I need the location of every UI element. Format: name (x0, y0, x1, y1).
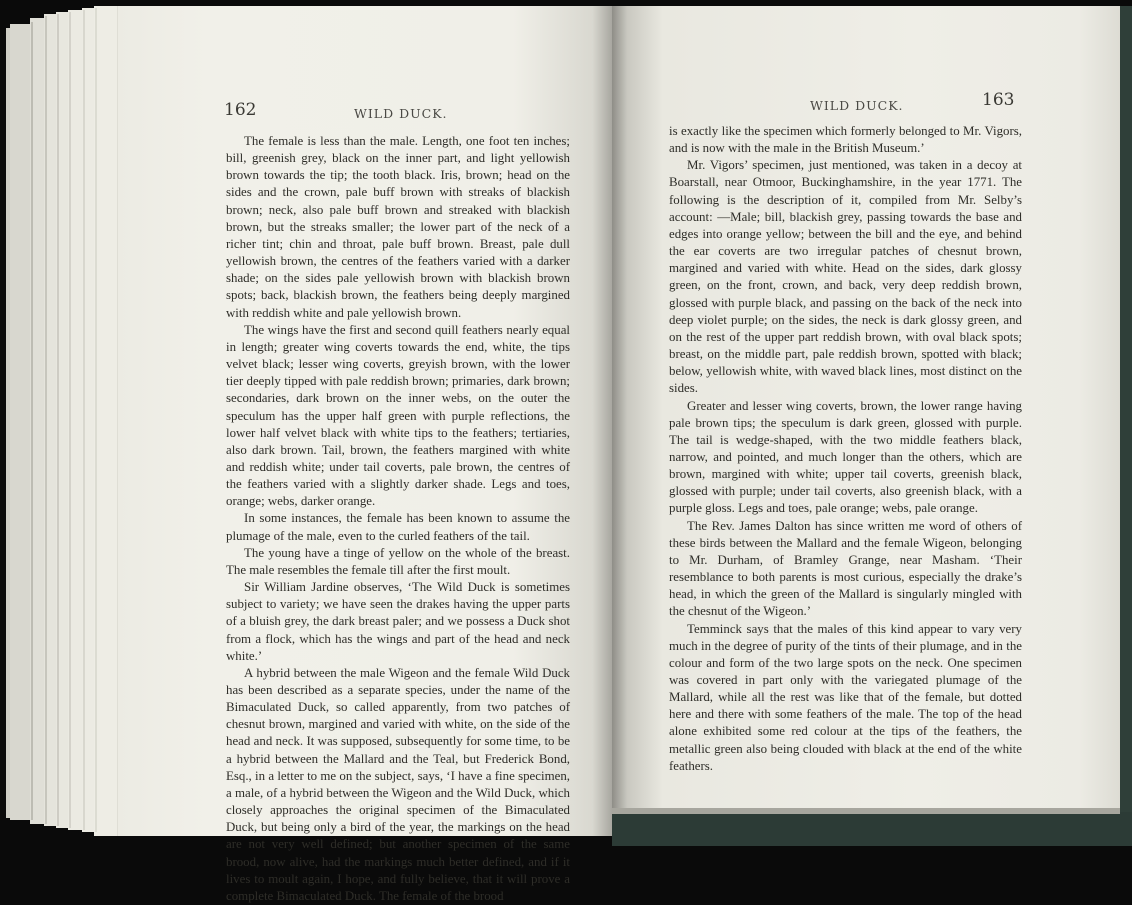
paragraph: A hybrid between the male Wigeon and the female Wild Duck has been described as a separate species, under the name of the Bimaculated Duck, so called apparently, from two patches of chesnut brown, margined and varied with white, on the side of the head and neck. It was supposed, subsequently for some time, to be a hybrid between the Mallard and the Teal, but Frederick Bond, Esq., in a letter to me on the subject, says, ‘I have a fine specimen, a male, of a hybrid between the Wigeon and the Wild Duck, which closely approaches the original specimen of the Bimaculated Duck, but being only a bird of the year, the markings on the head are not very well defined; but another specimen of the same brood, now alive, had the markings much better defined, and if it lives to moult again, I hope, and fully believe, that it will prove a complete Bimaculated Duck. The female of the brood (226, 665, 570, 903)
paragraph: Temminck says that the males of this kind appear to vary very much in the degree of purity of the tints of their plumage, and in the colour and form of the two large spots on the neck. One specimen was covered in part only with the variegated plumage of the Mallard, while all the rest was like that of the female, but dotted here and there with some feathers of the male. The top of the head alone exhibited some red colour at the tips of the feathers, the metallic green also being clouded with black at the end of the white feathers. (669, 621, 1022, 773)
left-page (118, 6, 612, 903)
paragraph: Mr. Vigors’ specimen, just mentioned, was taken in a decoy at Boarstall, near Otmoor, Buckinghamshire, in the year 1771. The following is the description of it, compiled from Mr. Selby’s account: —Male; bill, blackish grey, passing towards the base and edges into orange yellow; between the bill and the eye, and behind the ear coverts are two irregular patches of chesnut brown, margined and varied with white. Head on the sides, dark glossy green, on the front, crown, and back, very deep reddish brown, glossed with purple black, and passing on the back of the neck into deep violet purple; on the sides, the neck is dark glossy green, and on the rest of the upper part reddish brown, with oval black spots; breast, on the middle part, pale reddish brown, spotted with black; below, yellowish white, with waved black lines, most distinct on the sides. (669, 158, 1022, 396)
page-body (226, 133, 570, 905)
paragraph: In some instances, the female has been known to assume the plumage of the male, even to the curled feathers of the tail. (226, 511, 570, 543)
paragraph: The wings have the first and second quill feathers nearly equal in length; greater wing coverts towards the end, white, the tips velvet black; lesser wing coverts, greyish brown, with the lower tier deeply tipped with pale reddish brown; primaries, dark brown; secondaries, dark brown on the inner webs, on the outer the speculum has the upper half green with purple reflections, the lower half velvet black with white tips to the feathers; tertiaries, also dark brown. Tail, brown, the feathers margined with white and reddish white; under tail coverts, pale brown, the centres of the feathers varied with a slightly darker shade. Legs and toes, orange; webs, darker orange. (226, 322, 570, 509)
paragraph: The Rev. James Dalton has since written me word of others of these birds between the Mallard and the female Wigeon, belonging to Mr. Durham, of Bramley Grange, near Masham. ‘Their resemblance to both parents is most curious, especially the drake’s head, in which the green of the Mallard is singularly mingled with the chesnut of the Wigeon.’ (669, 518, 1022, 619)
page-body (669, 123, 1022, 775)
page-number: 163 (982, 90, 1015, 110)
page-number: 162 (224, 100, 257, 120)
paragraph: Greater and lesser wing coverts, brown, the lower range having pale brown tips; the speculum is dark green, glossed with purple. The tail is wedge-shaped, with the two middle feathers black, narrow, and pointed, and much longer than the others, which are brown, margined with white; upper tail coverts, greenish black, glossed with purple; under tail coverts, also greenish black, with a purple gloss. Legs and toes, pale orange; webs, pale orange. (669, 398, 1022, 516)
paragraph: The female is less than the male. Length, one foot ten inches; bill, greenish grey, black on the inner part, and light yellowish brown towards the tip; the tooth black. Iris, brown; head on the sides and the crown, pale buff brown with streaks of blackish brown; neck, also pale buff brown and streaked with blackish brown, but the streaks smaller; the lower part of the neck of a richer tint; chin and throat, pale buff brown. Breast, pale dull yellowish brown, the centres of the feathers varied with a darker shade; on the sides pale yellowish brown with blackish brown spots; back, blackish brown, the feathers being deeply margined with reddish white and pale yellowish brown. (226, 134, 570, 320)
paragraph: The young have a tinge of yellow on the whole of the breast. The male resembles the female till after the first moult. (226, 545, 570, 577)
running-head: WILD DUCK. (354, 106, 448, 121)
running-head: WILD DUCK. (810, 98, 904, 113)
right-page (612, 6, 1120, 808)
paragraph-continuation: is exactly like the specimen which formerly belonged to Mr. Vigors, and is now with the male in the British Museum.’ (669, 124, 1022, 156)
paragraph: Sir William Jardine observes, ‘The Wild Duck is sometimes subject to variety; we have seen the drakes having the upper parts of a bluish grey, the dark breast paler; and we possess a Duck shot from a flock, which has the wings and part of the head and neck white.’ (226, 580, 570, 663)
